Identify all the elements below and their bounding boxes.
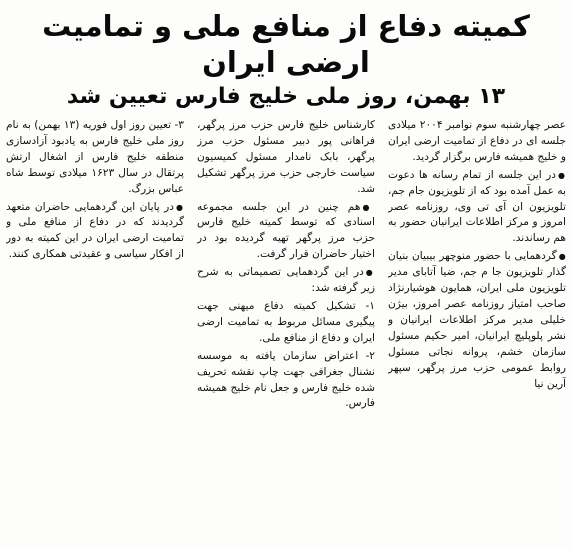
column-right <box>388 118 566 550</box>
paragraph: ● در این گردهمایی تصمیماتی به شرح زیر گرفته شد: <box>197 265 375 297</box>
paragraph: ● در این جلسه از تمام رسانه ها دعوت به عمل آمده بود که از تلویزیون جام جم، تلویزیون ان آی تی وی، روزنامه عصر امروز و مرکز اطلاعات ایرانیان حضور به هم رساندند. <box>388 168 566 248</box>
subheadline: ۱۳ بهمن، روز ملی خلیج فارس تعیین شد <box>66 84 506 109</box>
paragraph: ۱- تشکیل کمیته دفاع میهنی جهت پیگیری مسائل مربوط به تمامیت ارضی ایران و دفاع از منافع ملی. <box>197 299 375 344</box>
column-left <box>6 118 184 550</box>
paragraph: ۳- تعیین روز اول فوریه (۱۳ بهمن) به نام روز ملی خلیج فارس به یادبود آزادسازی منطقه خلیج فارس از اشغال ارتش پرتقال در سال ۱۶۲۳ میلادی توسط شاه عباس بزرگ. <box>6 119 184 195</box>
article-columns <box>6 118 566 550</box>
paragraph: ● هم چنین در این جلسه مجموعه اسنادی که توسط کمیته خلیج فارس حزب مرز پرگهر تهیه گردیده بود در اختیار حاضران قرار گرفت. <box>197 200 375 264</box>
column-middle <box>197 118 375 550</box>
paragraph: ۲- اعتراض سازمان یافته به موسسه نشنال جغرافی جهت چاپ نقشه تحریف شده خلیج فارس و جعل نام خلیج همیشه فارس. <box>197 349 375 410</box>
paragraph: عصر چهارشنبه سوم نوامبر ۲۰۰۴ میلادی جلسه ای در دفاع از تمامیت ارضی ایران و خلیج همیشه فارس برگزار گردید. <box>388 119 566 163</box>
paragraph: کارشناس خلیج فارس حزب مرز پرگهر، فراهانی پور دبیر مسئول حزب مرز پرگهر، بابک نامدار مسئول کمیسیون سیاست خارجی حزب مرز پرگهر تشکیل شد. <box>197 119 375 195</box>
paragraph: ● در پایان این گردهمایی حاضران متعهد گردیدند که در دفاع از منافع ملی و تمامیت ارضی ایران در این کمیته به دور از افکار سیاسی و عقیدتی همکاری کنند. <box>6 200 184 264</box>
headline: کمیته دفاع از منافع ملی و تمامیت ارضی ایران <box>42 9 530 79</box>
paragraph: ● گردهمایی با حضور منوچهر بیبیان بنیان گذار تلویزیون جا م جم، ضیا آتابای مدیر تلویزیون ملی ایران، همایون هوشیارنژاد صاحب امتیاز روزنامه عصر امروز، بیژن خلیلی مدیر مرکز اطلاعات ایرانیان و نشر پلوپلیچ ایرانیان، امیر حکیم مسئول سازمان خشم، پروانه نجاتی مسئول روابط عمومی حزب مرز پرگهر، سپهر آرین نیا <box>388 249 566 392</box>
